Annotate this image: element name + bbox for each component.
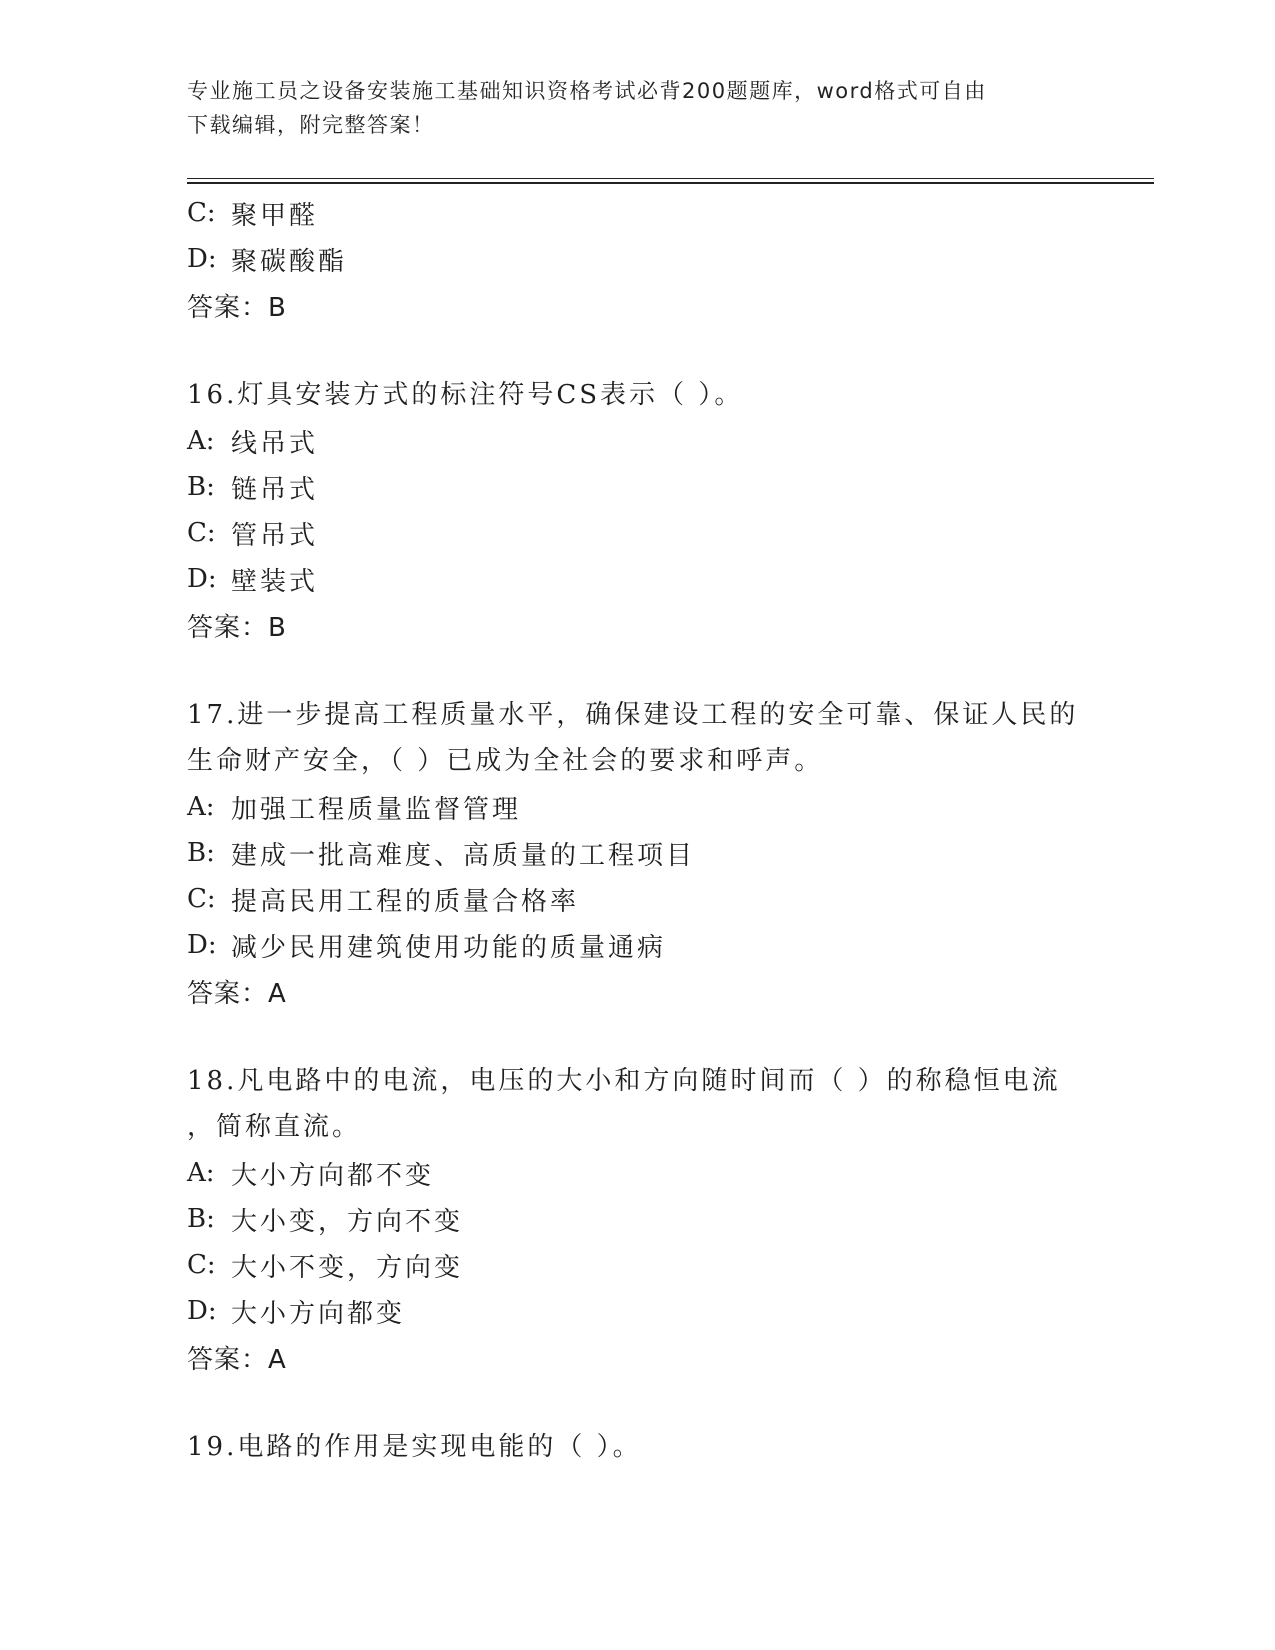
option-letter: B: (187, 1204, 215, 1234)
question-block-19 (187, 1424, 1107, 1470)
option-text: 大小变，方向不变 (231, 1206, 464, 1237)
header-divider-thick (187, 182, 1154, 184)
option-letter: C: (187, 884, 216, 914)
option-row (187, 876, 1107, 922)
header-line-2: 下载编辑，附完整答案！ (187, 113, 435, 137)
option-letter: B: (187, 472, 215, 502)
option-row (187, 784, 1107, 830)
answer-line: 答案：A (187, 1344, 287, 1375)
option-text: 管吊式 (231, 520, 319, 551)
question-text-continued: 生命财产安全，（ ）已成为全社会的要求和呼声。 (187, 746, 824, 776)
answer-line: 答案：B (187, 292, 287, 323)
option-row (187, 1196, 1107, 1242)
question-text: 16.灯具安装方式的标注符号CS表示（ ）。 (187, 380, 744, 410)
header-line-1: 专业施工员之设备安装施工基础知识资格考试必背200题题库，word格式可自由 (187, 79, 987, 103)
option-row (187, 922, 1107, 968)
question-block-15 (187, 190, 1107, 328)
option-letter: D: (187, 564, 217, 594)
option-row (187, 1150, 1107, 1196)
answer-line: 答案：A (187, 978, 287, 1009)
option-text: 聚甲醛 (231, 200, 319, 231)
question-text: 19.电路的作用是实现电能的（ ）。 (187, 1432, 642, 1462)
option-row (187, 830, 1107, 876)
header-divider-thin (187, 178, 1154, 179)
option-row (187, 510, 1107, 556)
option-letter: A: (187, 426, 215, 456)
option-text: 提高民用工程的质量合格率 (231, 886, 580, 917)
option-row (187, 1288, 1107, 1334)
option-text: 壁装式 (231, 566, 319, 597)
question-block-18 (187, 1058, 1107, 1380)
option-text: 链吊式 (231, 474, 319, 505)
option-letter: A: (187, 1158, 215, 1188)
option-letter: C: (187, 1250, 216, 1280)
option-row (187, 1242, 1107, 1288)
option-row (187, 236, 1107, 282)
option-text: 建成一批高难度、高质量的工程项目 (231, 840, 696, 871)
option-row (187, 418, 1107, 464)
option-letter: D: (187, 930, 217, 960)
option-letter: C: (187, 518, 216, 548)
option-text: 线吊式 (231, 428, 319, 459)
option-text: 大小方向都变 (231, 1298, 406, 1329)
question-list (187, 190, 1107, 1470)
option-letter: C: (187, 198, 216, 228)
option-text: 大小不变，方向变 (231, 1252, 464, 1283)
document-header (187, 74, 1067, 142)
option-letter: D: (187, 244, 217, 274)
question-text-continued: ，简称直流。 (187, 1112, 362, 1142)
option-text: 加强工程质量监督管理 (231, 794, 522, 825)
question-block-17 (187, 692, 1107, 1014)
option-text: 大小方向都不变 (231, 1160, 435, 1191)
option-letter: A: (187, 792, 215, 822)
question-text: 18.凡电路中的电流，电压的大小和方向随时间而（ ）的称稳恒电流 (187, 1066, 1061, 1096)
question-text: 17.进一步提高工程质量水平，确保建设工程的安全可靠、保证人民的 (187, 700, 1079, 730)
option-letter: B: (187, 838, 215, 868)
question-block-16 (187, 372, 1107, 648)
option-text: 聚碳酸酯 (231, 246, 348, 277)
option-text: 减少民用建筑使用功能的质量通病 (231, 932, 667, 963)
option-row (187, 556, 1107, 602)
answer-line: 答案：B (187, 612, 287, 643)
option-row (187, 464, 1107, 510)
option-row (187, 190, 1107, 236)
option-letter: D: (187, 1296, 217, 1326)
